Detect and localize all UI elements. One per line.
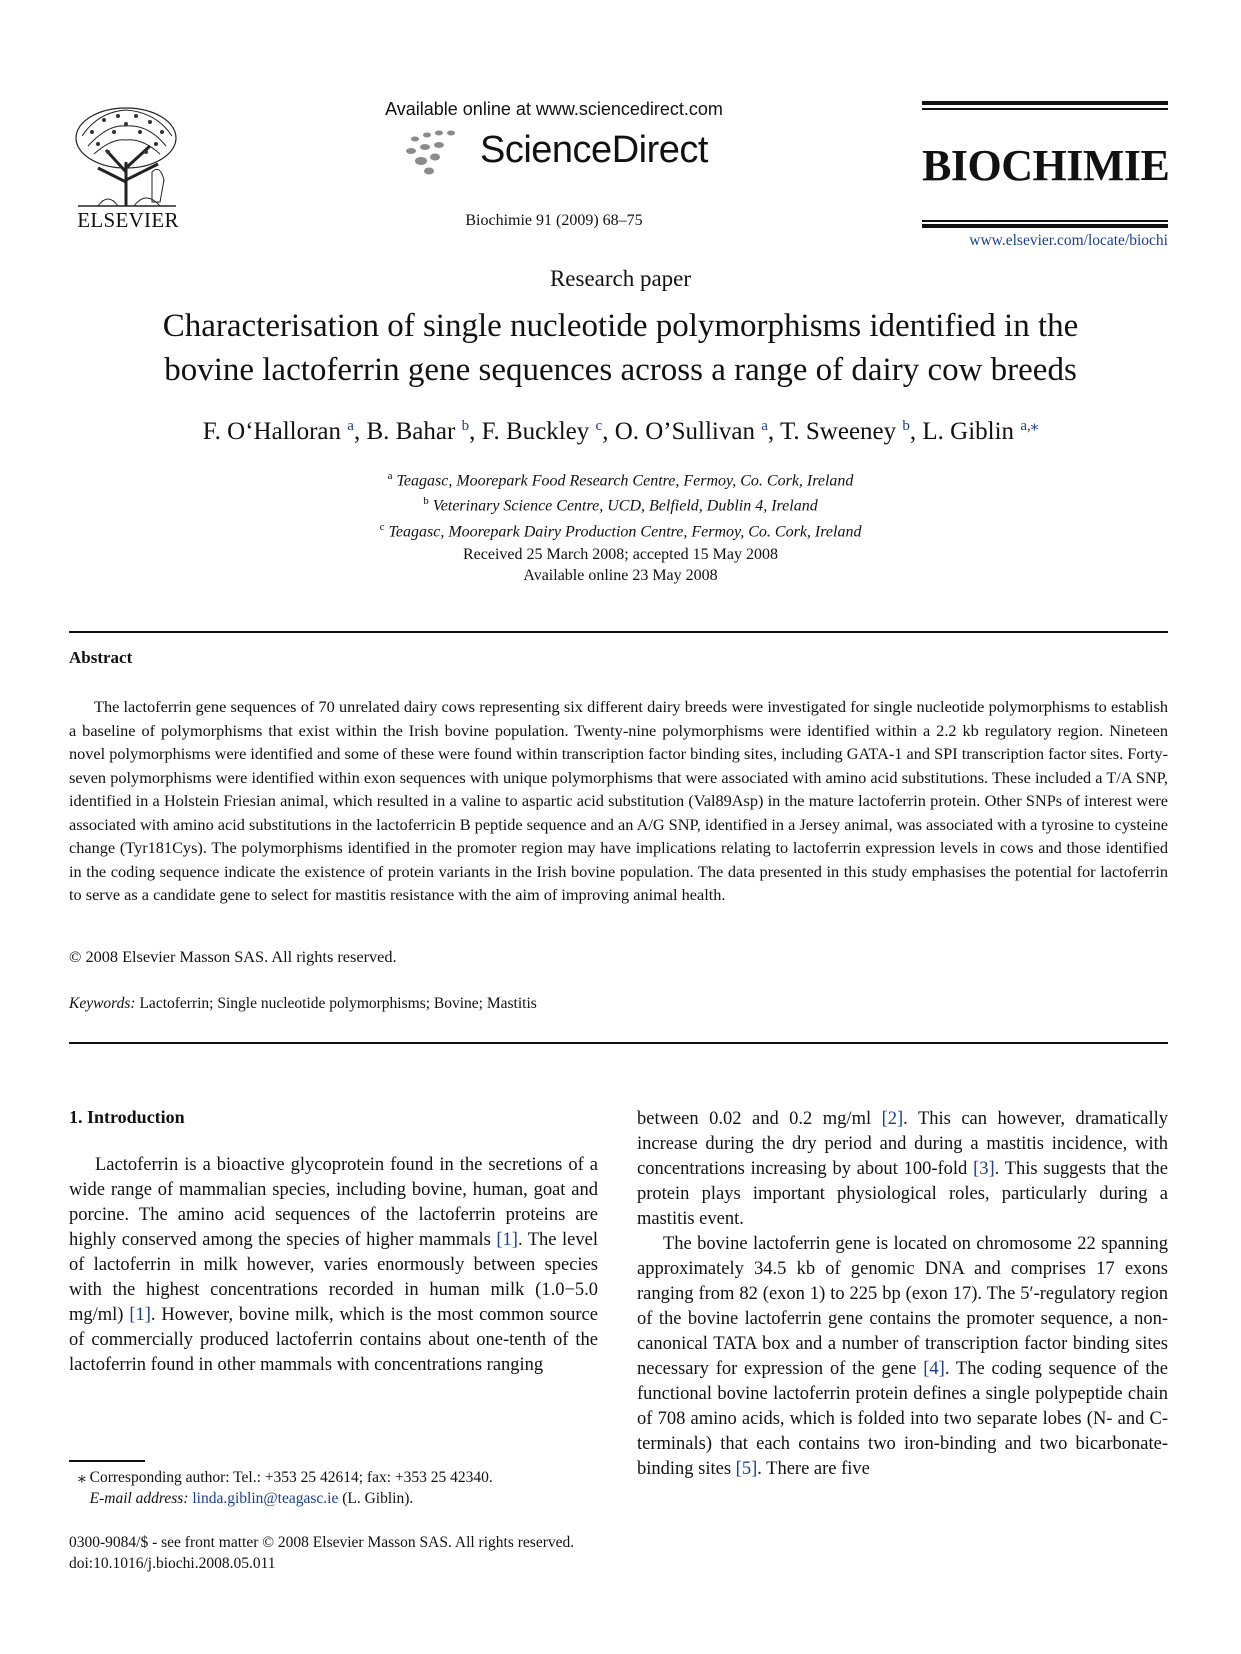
email-label: E-mail address: xyxy=(89,1490,189,1507)
author-affiliation-mark[interactable]: c xyxy=(595,418,603,434)
journal-rule-top-thin xyxy=(922,108,1168,110)
footnote-email-line xyxy=(78,1488,598,1509)
doi: doi:10.1016/j.biochi.2008.05.011 xyxy=(69,1555,276,1572)
body-text: The bovine lactoferrin gene is located on chromosome 22 spanning approximately 34.5 kb of genomic DNA and comprises 17 exons ranging from 82 (exon 1) to 225 bp (exon 17). The 5′-regulatory region of the bovine lactoferrin gene contains the promoter sequence, a non-canonical TATA box and a number of transcription factor binding sites necessary for expression of the gene xyxy=(637,1234,1168,1379)
article-title xyxy=(60,304,1181,392)
reference-link[interactable]: [2] xyxy=(881,1109,904,1129)
body-paragraph xyxy=(637,1107,1168,1232)
sciencedirect-wordmark: ScienceDirect xyxy=(480,129,708,171)
abstract-heading: Abstract xyxy=(69,648,133,667)
publisher-name: ELSEVIER xyxy=(77,208,179,232)
body-column-right xyxy=(637,1107,1168,1482)
front-matter-line: 0300-9084/$ - see front matter © 2008 Elsevier Masson SAS. All rights reserved. xyxy=(69,1534,575,1551)
body-text: . This can however, dramatically increase during the dry period and during a mastitis incidence, with concentrations increasing by about 100-fold xyxy=(637,1109,1169,1179)
email-owner: (L. Giblin). xyxy=(338,1490,414,1507)
journal-citation: Biochimie 91 (2009) 68–75 xyxy=(465,212,643,229)
affiliation-text: Veterinary Science Centre, UCD, Belfield, Dublin 4, Ireland xyxy=(432,497,818,515)
front-matter xyxy=(69,1532,574,1574)
author-affiliation-mark[interactable]: b xyxy=(461,418,470,434)
abstract-rule-bottom xyxy=(69,1042,1168,1044)
footnote-rule xyxy=(69,1460,145,1462)
body-paragraph xyxy=(69,1153,598,1378)
affiliation xyxy=(60,517,1181,542)
author-affiliation-mark[interactable]: a xyxy=(761,418,768,434)
body-text: . However, bovine milk, which is the most common source of commercially produced lactoferrin contains about one-tenth of the lactoferrin found in other mammals with concentrations ranging xyxy=(69,1305,598,1375)
body-text: . The coding sequence of the functional bovine lactoferrin protein defines a single polypeptide chain of 708 amino acids, which is folded into two separate lobes (N- and C-terminals) that each contains two iron-binding and two bicarbonate-binding sites xyxy=(637,1359,1168,1479)
article-title-line-1: Characterisation of single nucleotide polymorphisms identified in the xyxy=(162,308,1079,344)
sciencedirect-dots-icon xyxy=(405,129,473,175)
abstract-copyright: © 2008 Elsevier Masson SAS. All rights reserved. xyxy=(69,947,397,966)
reference-link[interactable]: [1] xyxy=(496,1230,518,1250)
affiliation-mark: c xyxy=(379,520,385,533)
keywords-list: Lactoferrin; Single nucleotide polymorphisms; Bovine; Mastitis xyxy=(139,995,537,1012)
journal-url-link[interactable]: www.elsevier.com/locate/biochi xyxy=(969,232,1168,249)
footnote-contact: ⁎ Corresponding author: Tel.: +353 25 42614; fax: +353 25 42340. xyxy=(78,1469,493,1486)
available-online-date: Available online 23 May 2008 xyxy=(523,567,718,584)
author-name: F. Buckley xyxy=(481,418,590,445)
author-name: B. Bahar xyxy=(366,418,456,445)
affiliation-mark: b xyxy=(423,495,429,508)
reference-link[interactable]: [1] xyxy=(129,1305,151,1325)
article-title-line-2: bovine lactoferrin gene sequences across a range of dairy cow breeds xyxy=(164,352,1077,388)
corresponding-author-footnote xyxy=(78,1467,598,1509)
body-text: between 0.02 and 0.2 mg/ml xyxy=(637,1109,882,1129)
affiliation xyxy=(60,466,1181,491)
journal-rule-bottom-thin xyxy=(922,220,1168,222)
reference-link[interactable]: [5] xyxy=(735,1459,758,1479)
email-link[interactable]: linda.giblin@teagasc.ie xyxy=(192,1490,339,1507)
journal-title: BIOCHIMIE xyxy=(922,141,1170,190)
body-text: . There are five xyxy=(757,1459,870,1479)
author-list: F. O‘Halloran $^a$, B. Bahar $^b$, F. Buckley $^c$, O. O’Sullivan $^a$, T. Sweeney $^b$, L. Giblin $^{a,⁎}$ xyxy=(202,418,1039,445)
received-accepted-date: Received 25 March 2008; accepted 15 May 2008 xyxy=(462,546,778,563)
keywords-label: Keywords: xyxy=(69,995,136,1012)
author-name: F. O‘Halloran xyxy=(202,418,342,445)
body-column-left xyxy=(69,1153,598,1378)
body-text: . The level of lactoferrin in milk however, varies enormously between species with the highest concentrations recorded in human milk (1.0−5.0 mg/ml) xyxy=(69,1230,598,1325)
author-name: T. Sweeney xyxy=(779,418,897,445)
article-dates xyxy=(60,544,1181,586)
author-name: L. Giblin xyxy=(922,418,1015,445)
reference-link[interactable]: [3] xyxy=(973,1159,995,1179)
author-affiliation-mark[interactable]: a,⁎ xyxy=(1020,418,1039,434)
journal-rule-top xyxy=(922,101,1168,105)
author-affiliation-mark[interactable]: a xyxy=(347,418,354,434)
journal-rule-bottom xyxy=(922,224,1168,228)
article-type: Research paper xyxy=(549,266,692,291)
sciencedirect-logo xyxy=(405,125,708,181)
affiliation xyxy=(60,491,1181,516)
abstract-text: The lactoferrin gene sequences of 70 unrelated dairy cows representing six different dairy breeds were investigated for single nucleotide polymorphisms to establish a baseline of polymorphisms that exist within the Irish bovine population. Twenty-nine polymorphisms were identified within a 2.2 kb regulatory region. Nineteen novel polymorphisms were identified and some of these were found within transcription factor binding sites, including GATA-1 and SPI transcription factor sites. Forty-seven polymorphisms were identified within exon sequences with unique polymorphisms that were associated with amino acid substitutions. These included a T/A SNP, identified in a Holstein Friesian animal, which resulted in a valine to aspartic acid substitution (Val89Asp) in the mature lactoferrin protein. Other SNPs of interest were associated with amino acid substitutions in the lactoferricin B peptide sequence and an A/G SNP, identified in a Jersey animal, was associated with a tyrosine to cysteine change (Tyr181Cys). The polymorphisms identified in the promoter region may have implications relating to lactoferrin expression levels in cows and those identified in the coding sequence indicate the existence of protein variants in the Irish bovine population. The data presented in this study emphasises the potential for lactoferrin to serve as a candidate gene to select for mastitis resistance with the aim of improving animal health. xyxy=(69,697,1168,904)
body-text: Lactoferrin is a bioactive glycoprotein found in the secretions of a wide range of mammalian species, including bovine, human, goat and porcine. The amino acid sequences of the lactoferrin proteins are highly conserved among the species of higher mammals xyxy=(69,1155,598,1250)
keywords xyxy=(69,995,537,1013)
author-affiliation-mark[interactable]: b xyxy=(902,418,910,434)
author-name: O. O’Sullivan xyxy=(614,418,755,445)
affiliation-list xyxy=(60,466,1181,542)
section-heading-introduction: 1. Introduction xyxy=(69,1107,185,1127)
affiliation-text: Teagasc, Moorepark Dairy Production Centre, Fermoy, Co. Cork, Ireland xyxy=(388,522,862,540)
affiliation-text: Teagasc, Moorepark Food Research Centre, Fermoy, Co. Cork, Ireland xyxy=(396,472,854,490)
affiliation-mark: a xyxy=(387,470,393,482)
body-paragraph xyxy=(637,1232,1168,1482)
body-text: . This suggests that the protein plays important physiological roles, particularly during a mastitis event. xyxy=(637,1159,1168,1229)
available-online-text: Available online at www.sciencedirect.com xyxy=(385,99,723,119)
reference-link[interactable]: [4] xyxy=(923,1359,945,1379)
abstract-rule-top xyxy=(69,631,1168,633)
